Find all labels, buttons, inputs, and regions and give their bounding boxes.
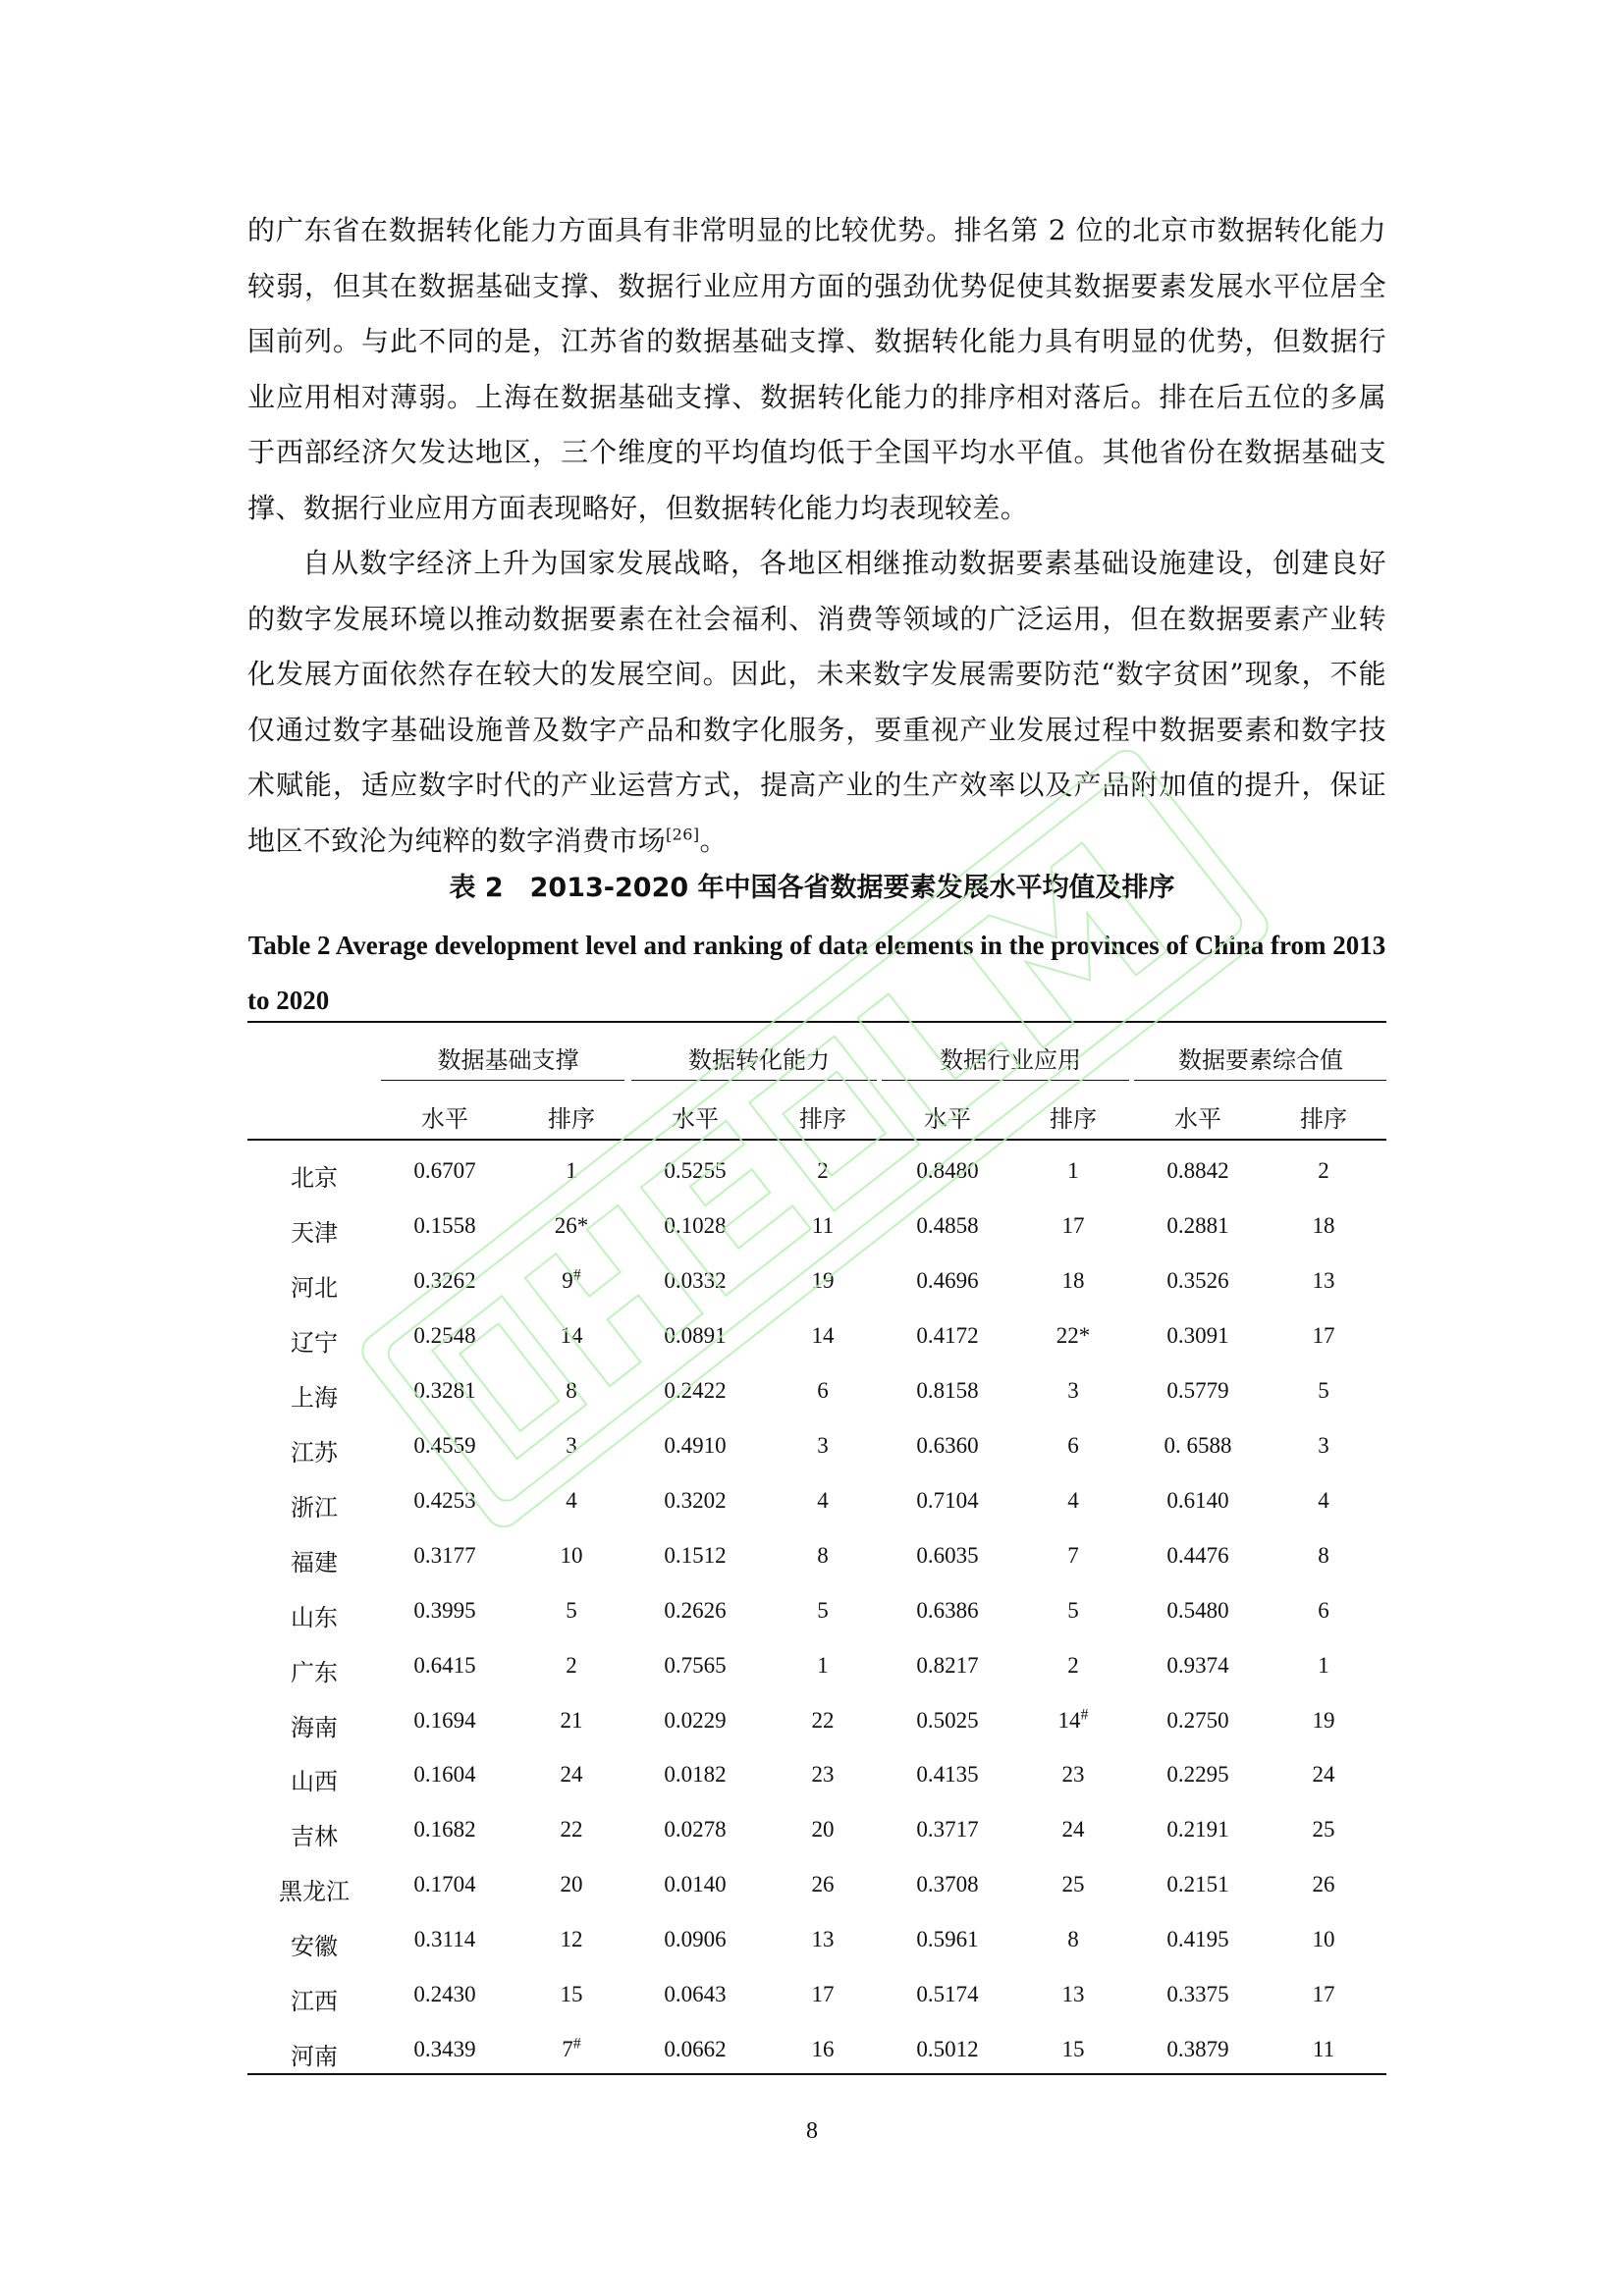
value-cell: 5 [1067, 1597, 1079, 1623]
value-cell: 16 [811, 2037, 835, 2062]
footnote-mark: # [572, 1266, 581, 1284]
value-cell: 0.4696 [916, 1267, 979, 1293]
value-cell: 5 [1318, 1377, 1329, 1403]
value-cell: 0.4135 [916, 1762, 979, 1788]
value-cell: 0.8217 [916, 1652, 979, 1678]
value-cell: 0.2881 [1166, 1212, 1229, 1238]
value-cell: 4 [566, 1487, 577, 1513]
province-cell: 福建 [291, 1548, 338, 1576]
province-cell: 河南 [291, 2043, 338, 2071]
value-cell: 14 [560, 1322, 583, 1348]
value-cell: 0.6415 [413, 1652, 476, 1678]
province-cell: 上海 [291, 1383, 338, 1412]
value-cell: 8 [566, 1377, 577, 1403]
province-cell: 山西 [291, 1768, 338, 1796]
value-cell: 0.2430 [413, 1982, 476, 2007]
value-cell: 0.0906 [664, 1927, 727, 1952]
value-cell: 2 [566, 1652, 577, 1678]
value-cell: 0.7104 [916, 1487, 979, 1513]
value-cell: 0.3717 [916, 1817, 979, 1842]
province-cell: 吉林 [291, 1823, 338, 1851]
value-cell: 0.5012 [916, 2037, 979, 2062]
value-cell: 24 [1312, 1762, 1335, 1788]
group-header: 数据基础支撑 [437, 1046, 579, 1074]
value-cell: 0.3375 [1166, 1982, 1229, 2007]
value-cell: 0.5779 [1166, 1377, 1229, 1403]
value-cell: 22* [1056, 1322, 1091, 1348]
column-header: 水平 [421, 1105, 468, 1133]
value-cell: 0.0278 [664, 1817, 727, 1842]
column-header: 水平 [1174, 1105, 1221, 1133]
value-cell: 0.0643 [664, 1982, 727, 2007]
value-cell: 0.5480 [1166, 1597, 1229, 1623]
value-cell: 3 [1318, 1432, 1329, 1458]
value-cell: 2 [1318, 1158, 1329, 1183]
table-caption-en: Table 2 Average development level and ranking of data elements in the provinces of China from 2013 to 2020 [247, 931, 1386, 1015]
table-header-rule [247, 1139, 1386, 1141]
value-cell: 0.1694 [413, 1707, 476, 1733]
value-cell: 3 [1067, 1377, 1079, 1403]
value-cell: 0.3281 [413, 1377, 476, 1403]
footnote-mark: # [572, 2035, 581, 2053]
value-cell: 1 [1067, 1158, 1079, 1183]
value-cell: 0.8842 [1166, 1158, 1229, 1183]
value-cell: 5 [817, 1597, 829, 1623]
value-cell: 0.0332 [664, 1267, 727, 1293]
value-cell: 0.4476 [1166, 1542, 1229, 1568]
column-header: 排序 [1050, 1105, 1097, 1133]
value-cell: 13 [811, 1927, 835, 1952]
group-underline [631, 1080, 877, 1081]
value-cell: 0.2626 [664, 1597, 727, 1623]
value-cell: 0.1604 [413, 1762, 476, 1788]
value-cell: 17 [1061, 1212, 1085, 1238]
value-cell: 12 [560, 1927, 583, 1952]
value-cell: 17 [1312, 1982, 1335, 2007]
value-cell: 21 [560, 1707, 583, 1733]
value-cell: 0.7565 [664, 1652, 727, 1678]
province-cell: 江西 [291, 1988, 338, 2016]
value-cell: 10 [560, 1542, 583, 1568]
value-cell: 26* [554, 1212, 589, 1238]
value-cell: 14 [811, 1322, 835, 1348]
value-cell: 2 [817, 1158, 829, 1183]
value-cell: 0.1512 [664, 1542, 727, 1568]
table-top-rule [247, 1021, 1386, 1023]
value-cell: 1 [817, 1652, 829, 1678]
value-cell: 9# [562, 1266, 581, 1293]
value-cell: 19 [811, 1267, 835, 1293]
value-cell: 5 [566, 1597, 577, 1623]
table-caption-cn: 表 2 2013-2020 年中国各省数据要素发展水平均值及排序 [449, 873, 1175, 903]
value-cell: 19 [1312, 1707, 1335, 1733]
value-cell: 0.2151 [1166, 1872, 1229, 1897]
value-cell: 0.2191 [1166, 1817, 1229, 1842]
value-cell: 24 [1061, 1817, 1085, 1842]
value-cell: 1 [566, 1158, 577, 1183]
value-cell: 0.4910 [664, 1432, 727, 1458]
value-cell: 3 [566, 1432, 577, 1458]
value-cell: 15 [1061, 2037, 1085, 2062]
column-header: 排序 [548, 1105, 595, 1133]
page-number: 8 [806, 2118, 818, 2144]
value-cell: 23 [811, 1762, 835, 1788]
value-cell: 3 [817, 1432, 829, 1458]
value-cell: 11 [811, 1212, 835, 1238]
value-cell: 6 [1067, 1432, 1079, 1458]
value-cell: 22 [811, 1707, 835, 1733]
value-cell: 0.8158 [916, 1377, 979, 1403]
value-cell: 0.3526 [1166, 1267, 1229, 1293]
value-cell: 20 [560, 1872, 583, 1897]
value-cell: 7# [562, 2035, 581, 2062]
value-cell: 13 [1061, 1982, 1085, 2007]
value-cell: 0.1704 [413, 1872, 476, 1897]
province-cell: 安徽 [291, 1933, 338, 1961]
column-header: 水平 [924, 1105, 971, 1133]
column-header: 水平 [672, 1105, 719, 1133]
value-cell: 18 [1061, 1267, 1085, 1293]
value-cell: 20 [811, 1817, 835, 1842]
value-cell: 0.4559 [413, 1432, 476, 1458]
province-cell: 海南 [291, 1713, 338, 1741]
value-cell: 0.6707 [413, 1158, 476, 1183]
value-cell: 0.4858 [916, 1212, 979, 1238]
group-underline [882, 1080, 1129, 1081]
value-cell: 0.3879 [1166, 2037, 1229, 2062]
value-cell: 14# [1057, 1705, 1089, 1733]
province-cell: 浙江 [291, 1493, 338, 1522]
value-cell: 4 [817, 1487, 829, 1513]
value-cell: 15 [560, 1982, 583, 2007]
citation-26: [26] [666, 825, 700, 844]
value-cell: 0.2422 [664, 1377, 727, 1403]
value-cell: 0.6140 [1166, 1487, 1229, 1513]
value-cell: 0.5174 [916, 1982, 979, 2007]
value-cell: 0.1558 [413, 1212, 476, 1238]
value-cell: 4 [1067, 1487, 1079, 1513]
footnote-mark: # [1080, 1705, 1089, 1723]
province-cell: 山东 [291, 1603, 338, 1631]
paragraph-1: 的广东省在数据转化能力方面具有非常明显的比较优势。排名第 2 位的北京市数据转化能力较弱，但其在数据基础支撑、数据行业应用方面的强劲优势促使其数据要素发展水平位居全国前列。与此不同的是，江苏省的数据基础支撑、数据转化能力具有明显的优势，但数据行业应用相对薄弱。上海在数据基础支撑、数据转化能力的排序相对落后。排在后五位的多属于西部经济欠发达地区，三个维度的平均值均低于全国平均水平值。其他省份在数据基础支撑、数据行业应用方面表现略好，但数据转化能力均表现较差。 [247, 214, 1386, 524]
value-cell: 0.6360 [916, 1432, 979, 1458]
value-cell: 23 [1061, 1762, 1085, 1788]
value-cell: 0.4253 [413, 1487, 476, 1513]
value-cell: 7 [1067, 1542, 1079, 1568]
value-cell: 26 [1312, 1872, 1335, 1897]
province-cell: 北京 [291, 1164, 338, 1192]
province-cell: 广东 [291, 1658, 338, 1686]
province-cell: 江苏 [291, 1438, 338, 1467]
province-cell: 辽宁 [291, 1328, 338, 1357]
group-header: 数据要素综合值 [1178, 1046, 1343, 1074]
value-cell: 0.3439 [413, 2037, 476, 2062]
paragraph-2-end: 。 [699, 824, 728, 857]
value-cell: 0.1028 [664, 1212, 727, 1238]
column-header: 排序 [799, 1105, 846, 1133]
value-cell: 22 [560, 1817, 583, 1842]
value-cell: 0.2750 [1166, 1707, 1229, 1733]
value-cell: 0.9374 [1166, 1652, 1229, 1678]
value-cell: 0.3708 [916, 1872, 979, 1897]
value-cell: 0.0662 [664, 2037, 727, 2062]
value-cell: 0.6035 [916, 1542, 979, 1568]
value-cell: 0.5961 [916, 1927, 979, 1952]
value-cell: 6 [817, 1377, 829, 1403]
province-cell: 河北 [291, 1273, 338, 1302]
group-underline [381, 1080, 624, 1081]
paragraph-2-text: 自从数字经济上升为国家发展战略，各地区相继推动数据要素基础设施建设，创建良好的数字发展环境以推动数据要素在社会福利、消费等领域的广泛运用，但在数据要素产业转化发展方面依然存在较大的发展空间。因此，未来数字发展需要防范“数字贫困”现象，不能仅通过数字基础设施普及数字产品和数字化服务，要重视产业发展过程中数据要素和数字技术赋能，适应数字时代的产业运营方式，提高产业的生产效率以及产品附加值的提升，保证地区不致沦为纯粹的数字消费市场 [247, 547, 1386, 857]
value-cell: 0.0140 [664, 1872, 727, 1897]
group-header: 数据转化能力 [688, 1046, 830, 1074]
value-cell: 0.0182 [664, 1762, 727, 1788]
value-cell: 0.3262 [413, 1267, 476, 1293]
value-cell: 0.8480 [916, 1158, 979, 1183]
value-cell: 0.3202 [664, 1487, 727, 1513]
value-cell: 17 [1312, 1322, 1335, 1348]
value-cell: 0.4195 [1166, 1927, 1229, 1952]
value-cell: 8 [1067, 1927, 1079, 1952]
value-cell: 0.1682 [413, 1817, 476, 1842]
group-underline [1134, 1080, 1386, 1081]
value-cell: 6 [1318, 1597, 1329, 1623]
value-cell: 25 [1061, 1872, 1085, 1897]
value-cell: 8 [1318, 1542, 1329, 1568]
value-cell: 24 [560, 1762, 583, 1788]
value-cell: 0.3114 [413, 1927, 476, 1952]
value-cell: 0.2548 [413, 1322, 476, 1348]
value-cell: 0.0891 [664, 1322, 727, 1348]
value-cell: 0.4172 [916, 1322, 979, 1348]
value-cell: 2 [1067, 1652, 1079, 1678]
value-cell: 11 [1312, 2037, 1335, 2062]
value-cell: 0.3091 [1166, 1322, 1229, 1348]
group-header: 数据行业应用 [940, 1046, 1081, 1074]
value-cell: 0.3995 [413, 1597, 476, 1623]
table-bottom-rule [247, 2073, 1386, 2075]
value-cell: 0.5025 [916, 1707, 979, 1733]
value-cell: 0.0229 [664, 1707, 727, 1733]
province-cell: 天津 [291, 1218, 338, 1247]
value-cell: 17 [811, 1982, 835, 2007]
value-cell: 0. 6588 [1164, 1432, 1232, 1458]
value-cell: 18 [1312, 1212, 1335, 1238]
value-cell: 26 [811, 1872, 835, 1897]
value-cell: 4 [1318, 1487, 1329, 1513]
column-header: 排序 [1300, 1105, 1347, 1133]
value-cell: 0.5255 [664, 1158, 727, 1183]
value-cell: 1 [1318, 1652, 1329, 1678]
value-cell: 0.2295 [1166, 1762, 1229, 1788]
value-cell: 13 [1312, 1267, 1335, 1293]
value-cell: 0.6386 [916, 1597, 979, 1623]
value-cell: 10 [1312, 1927, 1335, 1952]
paragraph-2 [247, 536, 1386, 869]
value-cell: 8 [817, 1542, 829, 1568]
province-cell: 黑龙江 [279, 1878, 350, 1906]
value-cell: 0.3177 [413, 1542, 476, 1568]
value-cell: 25 [1312, 1817, 1335, 1842]
